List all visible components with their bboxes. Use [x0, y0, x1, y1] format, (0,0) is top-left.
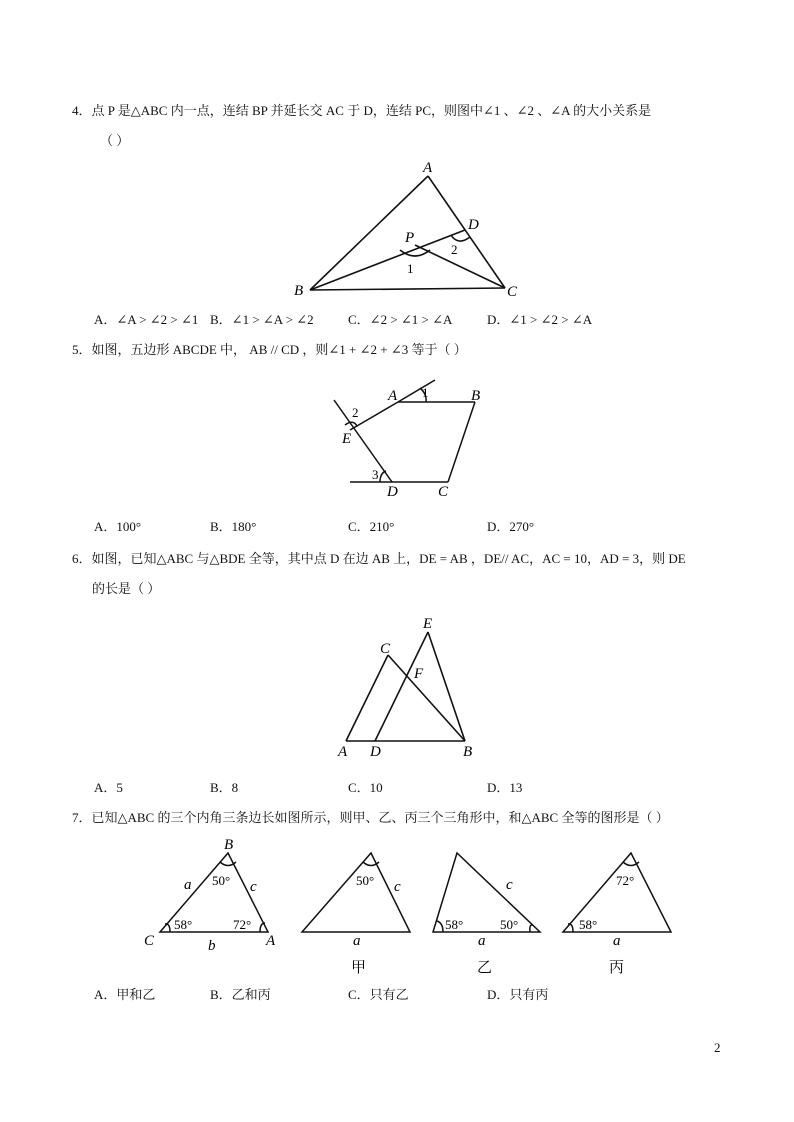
q7-option-b: B．乙和丙	[210, 987, 271, 1002]
q7-yi-side-a: a	[478, 933, 486, 949]
q7-yi-angle-right-arc	[530, 925, 533, 932]
q4-label-p: P	[405, 230, 415, 246]
q6-label-e: E	[423, 616, 433, 632]
q7-yi-angle-left-arc	[437, 921, 443, 932]
q4-side-bc	[310, 288, 505, 290]
q7-yi-name: 乙	[477, 960, 493, 976]
q4-label-b: B	[294, 283, 304, 299]
q4-text-line1: 4．点 P 是△ABC 内一点，连结 BP 并延长交 AC 于 D，连结 PC，则图中∠1 、∠2 、∠A 的大小关系是	[72, 103, 652, 118]
q7-option-a: A．甲和乙	[94, 987, 156, 1002]
q4-option-b: B．∠1 > ∠A > ∠2	[210, 312, 314, 327]
q5-option-d: D．270°	[487, 519, 535, 534]
q5-text-line1: 5．如图，五边形 ABCDE 中， AB // CD ，则∠1 + ∠2 + ∠3 等于（ ）	[72, 342, 467, 357]
q5-label-angle1: 1	[422, 385, 429, 400]
q7-bing-side-a: a	[613, 933, 621, 949]
page-number: 2	[714, 1040, 721, 1055]
q7-option-c: C．只有乙	[348, 987, 409, 1002]
q5-label-angle2: 2	[352, 405, 359, 420]
q7-bing-name: 丙	[609, 960, 625, 976]
q6-label-f: F	[414, 666, 424, 682]
q4-side-ac	[428, 176, 505, 288]
q7-jia-side-c: c	[394, 879, 401, 895]
q7-abc-side-c: c	[250, 879, 257, 895]
q4-figure	[280, 150, 530, 300]
q4-angle2-arc	[451, 235, 470, 241]
q6-label-c: C	[380, 641, 391, 657]
q4-label-angle2: 2	[451, 242, 458, 257]
q7-bing-angle-left: 58°	[579, 917, 598, 932]
q4-option-a: A．∠A > ∠2 > ∠1	[94, 312, 199, 327]
q5-option-a: A．100°	[94, 519, 142, 534]
q7-abc-side-a: a	[184, 877, 192, 893]
q6-text-line2: 的长是（ ）	[92, 581, 161, 596]
q7-bing-angle-top: 72°	[616, 873, 635, 888]
q7-abc-angle-c: 58°	[174, 917, 193, 932]
q7-jia-name: 甲	[351, 960, 367, 976]
q5-figure	[330, 375, 500, 503]
q7-figure	[140, 835, 700, 980]
q7-yi-angle-left: 58°	[445, 917, 464, 932]
q5-label-c: C	[438, 484, 449, 500]
q5-option-c: C．210°	[348, 519, 395, 534]
q6-label-a: A	[338, 744, 348, 760]
q4-option-d: D．∠1 > ∠2 > ∠A	[487, 312, 593, 327]
q7-abc-angle-b: 50°	[212, 873, 231, 888]
q7-abc-label-b: B	[224, 837, 234, 853]
q4-label-angle1: 1	[407, 261, 414, 276]
q7-abc-label-c: C	[144, 933, 155, 949]
q7-yi-side-c: c	[506, 877, 513, 893]
q7-abc-angle-a: 72°	[233, 917, 252, 932]
q5-side-bc	[448, 402, 475, 482]
q6-label-b: B	[463, 744, 473, 760]
q5-option-b: B．180°	[210, 519, 257, 534]
q4-label-d: D	[468, 217, 479, 233]
q7-jia-angle: 50°	[356, 873, 375, 888]
q4-segment-bd	[310, 230, 465, 290]
q6-text-line1: 6．如图，已知△ABC 与△BDE 全等，其中点 D 在边 AB 上，DE = AB ，DE// AC，AC = 10，AD = 3，则 DE	[72, 551, 686, 566]
q6-option-b: B．8	[210, 780, 239, 795]
q4-label-a: A	[423, 160, 433, 176]
q5-label-d: D	[387, 484, 398, 500]
q7-text-line1: 7．已知△ABC 的三个内角三条边长如图所示，则甲、乙、丙三个三角形中，和△ABC 全等的图形是（ ）	[72, 810, 669, 825]
q6-label-d: D	[370, 744, 381, 760]
q7-yi-angle-right: 50°	[500, 917, 519, 932]
q6-option-d: D．13	[487, 780, 523, 795]
q5-extension-ba	[398, 380, 435, 402]
q7-abc-side-b: b	[208, 938, 216, 954]
q7-abc-label-a: A	[266, 933, 276, 949]
q6-segment-eb	[428, 632, 465, 741]
q6-option-a: A．5	[94, 780, 123, 795]
q4-text-line2: （ ）	[100, 133, 130, 148]
q4-label-c: C	[507, 284, 518, 300]
q5-label-b: B	[471, 388, 481, 404]
q7-jia-side-a: a	[353, 933, 361, 949]
q6-option-c: C．10	[348, 780, 383, 795]
q7-option-d: D．只有丙	[487, 987, 549, 1002]
q4-option-c: C．∠2 > ∠1 > ∠A	[348, 312, 453, 327]
q6-figure	[330, 608, 490, 760]
q5-label-e: E	[342, 431, 352, 447]
q5-label-angle3: 3	[372, 467, 379, 482]
q6-segment-cb	[388, 655, 465, 741]
q5-label-a: A	[388, 388, 398, 404]
